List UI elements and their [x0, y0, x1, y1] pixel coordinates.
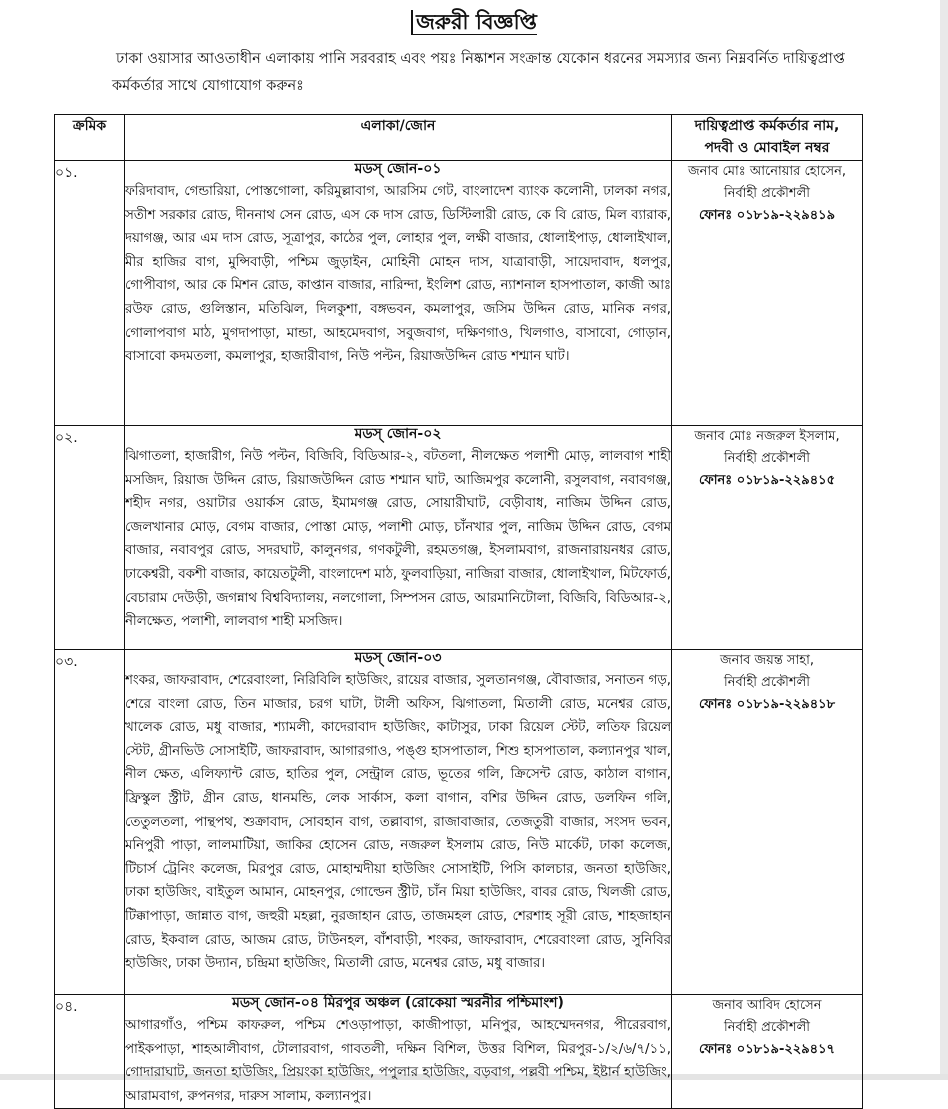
zone-places: ঝিগাতলা, হাজারীগ, নিউ পল্টন, বিজিবি, বিডিআর-২, বটতলা, নীলক্ষেত পলাশী মোড়, লালবাগ শাহী মসজিদ, রিয়াজ উদ্দিন রোড, রিয়াজউদ্দিন রোড শশ্মান ঘাট, আজিমপুর কলোনী, রসুলবাগ, নবাবগঞ্জ, শহীদ নগর, ওয়াটার ওয়ার্কস রোড, ইমামগঞ্জ রোড, সোয়ারীঘাট, বেড়ীবাধ, নাজিম উদ্দিন রোড, জেলখানার মোড়, বেগম বাজার, পোস্তা মোড়, পলাশী মোড়, চাঁনখার পুল, নাজিম উদ্দিন রোড, বেগম বাজার, নবাবপুর রোড, সদরঘাট, কালুনগর, গণকটুলী, রহমতগঞ্জ, ইসলামবাগ, রাজনারায়নধর রোড, ঢাকেশ্বরী, বকশী বাজার, কায়েতটুলী, বাংলাদেশ মাঠ, ফুলবাড়িয়া, নাজিরা বাজার, ধোলাইখাল, মিটফোর্ড, বেচারাম দেউড়ী, জগন্নাথ বিশ্ববিদ্যালয়, নলগোলা, সিম্পসন রোড, আরমানিটোলা, বিজিবি, বিডিআর-২, নীলক্ষেত, পলাশী, লালবাগ শাহী মসজিদ।: [125, 449, 671, 630]
row-officer: [672, 650, 863, 995]
table-row: [55, 426, 863, 650]
officer-title: নির্বাহী প্রকৌশলী: [723, 186, 810, 201]
header-officer: [672, 115, 863, 161]
row-officer: [672, 995, 863, 1109]
header-area: এলাকা/জোন: [125, 115, 672, 161]
officer-name: জনাব মোঃ নজরুল ইসলাম,: [694, 429, 840, 444]
officer-name: জনাব জয়ন্ত সাহা,: [720, 653, 814, 668]
header-serial: ক্রমিক: [55, 115, 125, 161]
zone-title: মডস্ জোন-০২: [354, 426, 442, 442]
officer-title: নির্বাহী প্রকৌশলী: [723, 451, 810, 466]
table-row: [55, 161, 863, 426]
row-officer: [672, 426, 863, 650]
row-serial: ০৪.: [55, 995, 125, 1109]
zone-places: ফরিদাবাদ, গেন্ডারিয়া, পোস্তগোলা, করিমুল্লাবাগ, আরসিম গেট, বাংলাদেশ ব্যাংক কলোনী, ঢালকা নগর, সতীশ সরকার রোড, দীননাথ সেন রোড, এস কে দাস রোড, ডিস্টিলারী রোড, কে বি রোড, মিল ব্যারাক, দয়াগঞ্জ, আর এম দাস রোড, সূত্রাপুর, কাঠের পুল, লোহার পুল, লক্ষী বাজার, ধোলাইপাড়, ধোলাইখাল, মীর হাজির বাগ, মুন্সিবাড়ী, পশ্চিম জুড়াইন, মোহিনী মোহন দাস, যাত্রাবাড়ী, সায়েদাবাদ, ধলপুর, গোপীবাগ, আর কে মিশন রোড, কাপ্তান বাজার, নারিন্দা, ইংলিশ রোড, ন্যাশনাল হাসপাতাল, কাজী আঃ রউফ রোড, গুলিস্তান, মতিঝিল, দিলকুশা, বঙ্গভবন, কমলাপুর, জসিম উদ্দিন রোড, মানিক নগর, গোলাপবাগ মাঠ, মুগদাপাড়া, মান্ডা, আহমেদবাগ, সবুজবাগ, দক্ষিণগাও, খিলগাও, বাসাবো, গোড়ান, বাসাবো কদমতলা, কমলাপুর, হাজারীবাগ, নিউ পল্টন, রিয়াজউদ্দিন রোড শশ্মান ঘাট।: [125, 184, 671, 365]
officer-name: জনাব মোঃ আনোয়ার হোসেন,: [687, 164, 847, 179]
officer-title: নির্বাহী প্রকৌশলী: [723, 675, 810, 690]
officer-title: নির্বাহী প্রকৌশলী: [723, 1020, 810, 1035]
row-officer: [672, 161, 863, 426]
officer-phone: ফোনঃ ০১৮১৯-২২৯৪১৭: [698, 1042, 836, 1057]
officer-table: [54, 114, 863, 1109]
page-edge: [940, 0, 948, 1080]
row-serial: ০৩.: [55, 650, 125, 995]
zone-places: শংকর, জাফরাবাদ, শেরেবাংলা, নিরিবিলি হাউজিং, রায়ের বাজার, সুলতানগঞ্জ, বৌবাজার, সনাতন গড়, শেরে বাংলা রোড, তিন মাজার, চরগ ঘাটা, টালী অফিস, ঝিগাতলা, মিতালী রোড, মনেশ্বর রোড, খালেক রোড, মধু বাজার, শ্যামলী, কাদেরাবাদ হাউজিং, কাটাসুর, ঢাকা রিয়েল স্টেট, লতিফ রিয়েল স্টেট, গ্রীনভিউ সোসাইটি, জাফরাবাদ, আগারগাও, পঙ্গু হাসপাতাল, শিশু হাসপাতাল, কল্যানপুর খাল, নীল ক্ষেত, এলিফ্যান্ট রোড, হাতির পুল, সেন্ট্রাল রোড, ভূতের গলি, ক্রিসেন্ট রোড, কাঠাল বাগান, ফ্রিস্কুল স্ট্রীট, গ্রীন রোড, ধানমন্ডি, লেক সার্কাস, কলা বাগান, বশির উদ্দিন রোড, ডলফিন গলি, তেতুলতলা, পান্থপথ, শুক্রাবাদ, সোবহান বাগ, তল্লাবাগ, রাজাবাজার, তেজতুরী বাজার, সংসদ ভবন, মনিপুরী পাড়া, লালমাটিয়া, জাকির হোসেন রোড, নজরুল ইসলাম রোড, নিউ মার্কেট, ঢাকা কলেজ, টিচার্স ট্রেনিং কলেজ, মিরপুর রোড, মোহাম্মদীয়া হাউজিং সোসাইটি, পিসি কালচার, জনতা হাউজিং, ঢাকা হাউজিং, বাইতুল আমান, মোহনপুর, গোল্ডেন স্ট্রীট, চাঁন মিয়া হাউজিং, বাবর রোড, খিলজী রোড, টিক্কাপাড়া, জান্নাত বাগ, জহুরী মহল্লা, নুরজাহান রোড, তাজমহল রোড, শেরশাহ সূরী রোড, শাহজাহান রোড, ইকবাল রোড, আজম রোড, টাউনহল, বাঁশবাড়ী, শংকর, জাফরাবাদ, শেরেবাংলা রোড, সুনিবির হাউজিং, ঢাকা উদ্যান, চন্দ্রিমা হাউজিং, মিতালী রোড, মনেশ্বর রোড, মধু বাজার।: [125, 673, 671, 972]
officer-name: জনাব আবিদ হোসেন: [712, 998, 822, 1013]
notice-title: জরুরী বিজ্ঞপ্তি: [0, 6, 948, 41]
row-serial: ০১.: [55, 161, 125, 426]
header-officer-line2: পদবী ও মোবাইল নম্বর: [704, 140, 830, 156]
row-area: [125, 650, 672, 995]
officer-phone: ফোনঃ ০১৮১৯-২২৯৪১৫: [699, 473, 835, 488]
row-area: [125, 161, 672, 426]
zone-title: মডস্ জোন-০৪ মিরপুর অঞ্চল (রোকেয়া স্মরনীর পশ্চিমাংশ): [232, 995, 564, 1011]
officer-phone: ফোনঃ ০১৮১৯-২২৯৪১৮: [699, 697, 835, 712]
table-header-row: [55, 115, 863, 161]
row-area: [125, 426, 672, 650]
table-row: [55, 995, 863, 1109]
notice-intro: ঢাকা ওয়াসার আওতাধীন এলাকায় পানি সরবরাহ এবং পয়ঃ নিষ্কাশন সংক্রান্ত যেকোন ধরনের সমস্যার জন্য নিম্নবর্নিত দায়িত্বপ্রাপ্ত কর্মকর্তার সাথে যোগাযোগ করুনঃ: [112, 51, 845, 94]
officer-phone: ফোনঃ ০১৮১৯-২২৯৪১৯: [699, 208, 835, 223]
row-area: [125, 995, 672, 1109]
table-row: [55, 650, 863, 995]
row-serial: ০২.: [55, 426, 125, 650]
header-officer-line1: দায়িত্বপ্রাপ্ত কর্মকর্তার নাম,: [694, 118, 840, 134]
zone-places: আগারগাঁও, পশ্চিম কাফরুল, পশ্চিম শেওড়াপাড়া, কাজীপাড়া, মনিপুর, আহম্মেদনগর, পীরেরবাগ, পাইকপাড়া, শাহআলীবাগ, টোলারবাগ, গাবতলী, দক্ষিন বিশিল, উত্তর বিশিল, মিরপুর-১/২/৬/৭/১১, গোদারাঘাট, জনতা হাউজিং, প্রিয়ংকা হাউজিং, পপুলার হাউজিং, বড়বাগ, পল্লবী পশ্চিম, ইষ্টার্ন হাউজিং, আরামবাগ, রুপনগর, দারুস সালাম, কল্যানপুর।: [125, 1018, 671, 1104]
zone-title: মডস্ জোন-০১: [354, 161, 442, 177]
zone-title: মডস্ জোন-০৩: [354, 650, 442, 666]
